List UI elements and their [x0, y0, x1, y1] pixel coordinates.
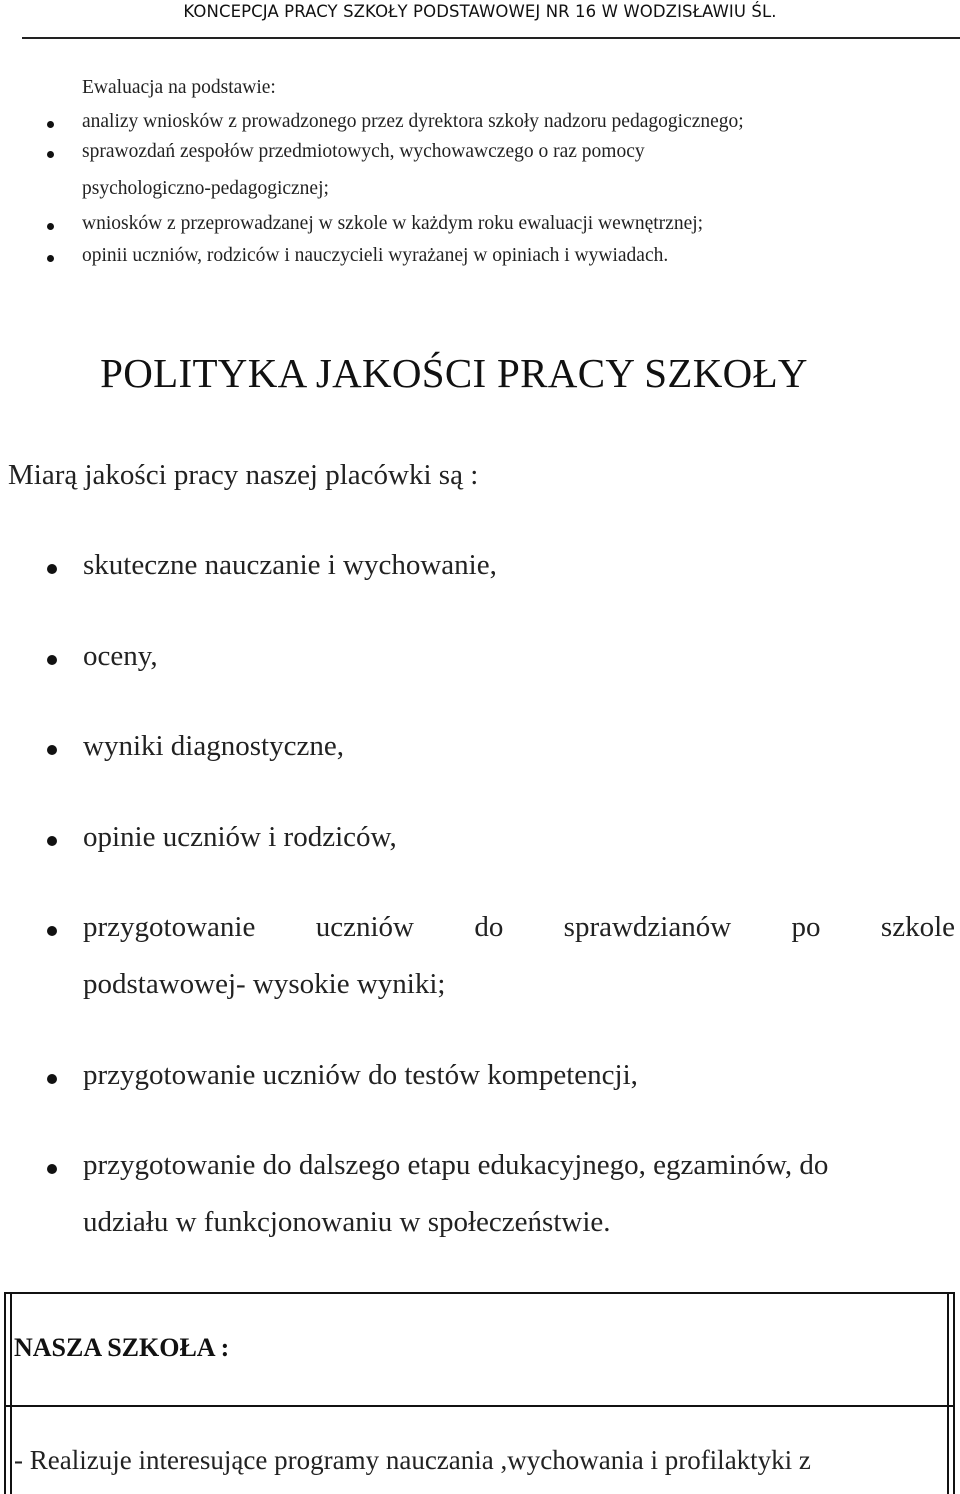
policy-title: POLITYKA JAKOŚCI PRACY SZKOŁY	[100, 350, 808, 396]
school-box-text: - Realizuje interesujące programy nauczania ,wychowania i profilaktyki z	[14, 1445, 811, 1475]
justified-word: do	[474, 911, 504, 943]
evaluation-item: wniosków z przeprowadzanej w szkole w każdym roku ewaluacji wewnętrznej;	[82, 213, 704, 234]
evaluation-item: opinii uczniów, rodziców i nauczycieli wyrażanej w opiniach i wywiadach.	[82, 245, 669, 266]
justified-word: szkole	[880, 911, 955, 943]
policy-item: przygotowanie do dalszego etapu edukacyjnego, egzaminów, do	[83, 1149, 829, 1181]
box-border	[10, 1292, 12, 1494]
bullet-icon	[47, 151, 54, 158]
policy-item-continuation: podstawowej- wysokie wyniki;	[83, 968, 446, 1000]
policy-item-continuation: udziału w funkcjonowaniu w społeczeństwie.	[83, 1206, 611, 1238]
bullet-icon	[47, 121, 54, 128]
policy-item: oceny,	[83, 640, 158, 672]
header-divider	[22, 37, 960, 39]
bullet-icon	[47, 1074, 57, 1084]
justified-word: po	[791, 911, 821, 943]
policy-item: wyniki diagnostyczne,	[83, 730, 344, 762]
evaluation-item: analizy wniosków z prowadzonego przez dyrektora szkoły nadzoru pedagogicznego;	[82, 111, 744, 132]
evaluation-item: sprawozdań zespołów przedmiotowych, wychowawczego o raz pomocy	[82, 141, 645, 162]
page-header: KONCEPCJA PRACY SZKOŁY PODSTAWOWEJ NR 16 W WODZISŁAWIU ŚL.	[183, 2, 777, 21]
bullet-icon	[47, 564, 57, 574]
bullet-icon	[47, 655, 57, 665]
justified-word: uczniów	[315, 911, 414, 943]
box-divider	[4, 1405, 955, 1407]
bullet-icon	[47, 926, 57, 936]
justified-word: przygotowanie	[83, 911, 256, 943]
policy-item: skuteczne nauczanie i wychowanie,	[83, 549, 497, 581]
bullet-icon	[47, 836, 57, 846]
bullet-icon	[47, 1164, 57, 1174]
policy-item: opinie uczniów i rodziców,	[83, 821, 397, 853]
justified-word: sprawdzianów	[563, 911, 732, 943]
bullet-icon	[47, 745, 57, 755]
evaluation-item-continuation: psychologiczno-pedagogicznej;	[82, 178, 329, 199]
policy-item: przygotowanie uczniów do testów kompetencji,	[83, 1059, 638, 1091]
evaluation-heading: Ewaluacja na podstawie:	[82, 77, 276, 98]
policy-item-justified	[83, 911, 955, 944]
policy-intro: Miarą jakości pracy naszej placówki są :	[8, 459, 479, 491]
school-box-title: NASZA SZKOŁA :	[14, 1333, 230, 1362]
bullet-icon	[47, 223, 54, 230]
box-border	[947, 1292, 949, 1494]
bullet-icon	[47, 255, 54, 262]
